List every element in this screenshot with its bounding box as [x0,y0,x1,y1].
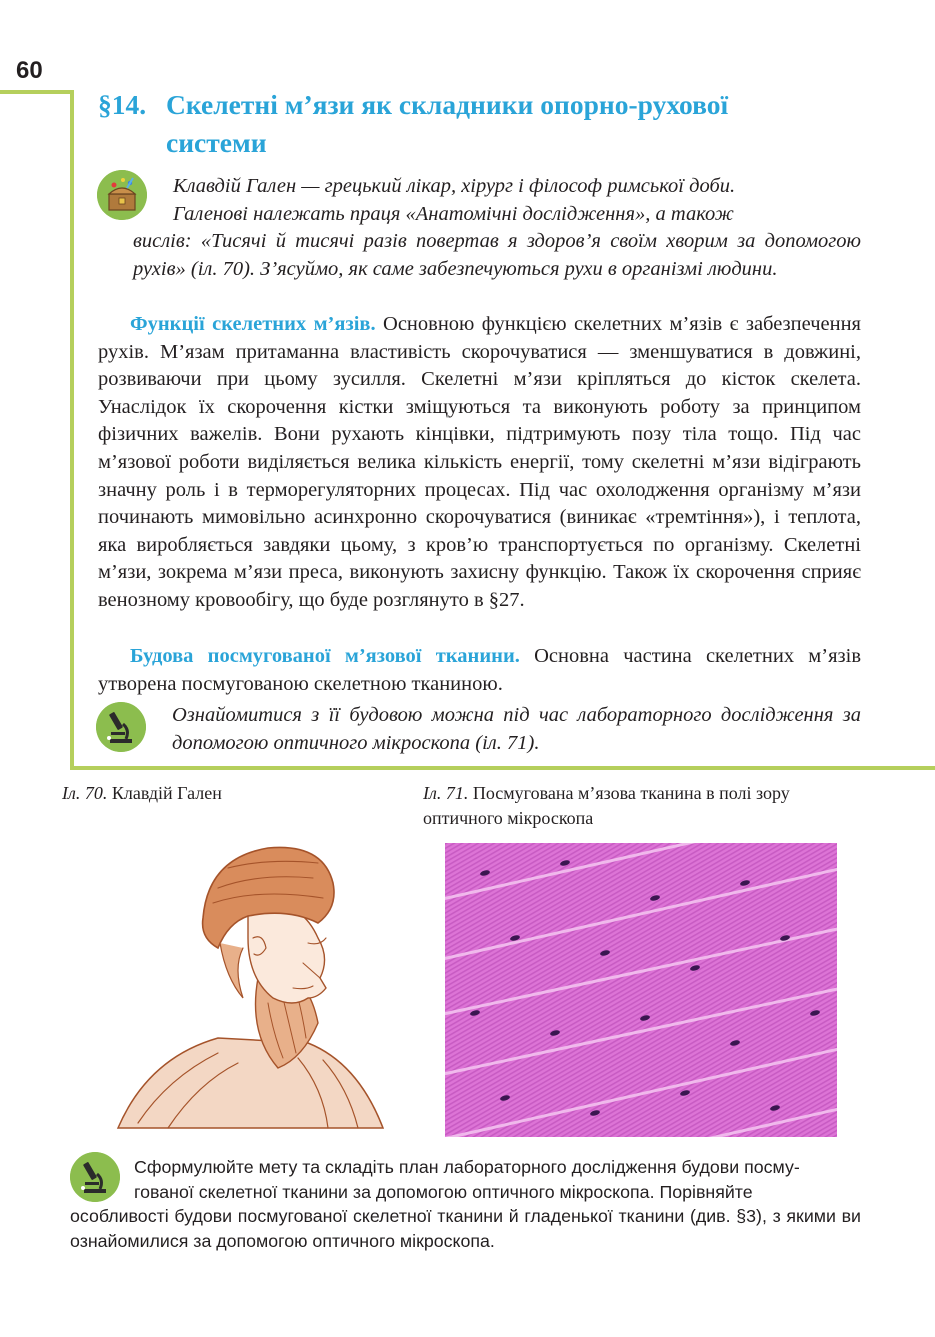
figure-71-text: Посмугована м’язова тканина в полі зору оптичного мікроскопа [423,783,790,828]
task-rest: особливості будови посмугованої скелетної тканини й гладенької тканини (див. §3), з якими ви ознайомилися за допомогою оптичного мікроскопа. [70,1206,861,1252]
intro-line-1: Клавдій Гален — грецький лікар, хірург і філософ римської доби. [173,175,736,197]
task-line-1: Сформулюйте мету та складіть план лабораторного дослідження будови посму- [134,1157,800,1177]
structure-text: Основна частина скелетних м’язів утворена посмугованою скелетною тканиною. [98,645,861,695]
lab-note: Ознайомитися з її будовою можна під час лабораторного дослідження за допомогою оптичного мікроскопа (іл. 71). [172,704,861,754]
intro-paragraph [133,173,861,283]
intro-rest: вислів: «Тисячі й тисячі разів повертав я здоров’я своїм хворим за допомогою рухів» (іл. 70). З’ясуймо, як саме забезпечуються рухи в організмі людини. [133,230,861,280]
functions-text: Основною функцією скелетних м’язів є забезпечення рухів. М’язам притаманна властивість скорочуватися — зменшуватися в довжині, розвиваючи при цьому зусилля. Скелетні м’язи кріпляться до кісток скелета. Унаслідок їх скорочення кістки зміщуються та виконують роботу за принципом фізичних важелів. Вони рухають кінцівки, підтримують позу тіла тощо. Під час м’язової роботи виділяється велика кількість енергії, тому скелетні м’язи відіграють значну роль і в терморегуляторних процесах. Під час охолодження організму м’язи починають мимовільно асинхронно скорочуватися (виникає «тремтіння»), і теплота, яка виробляється завдяки цьому, з кров’ю транспортується по організму. Скелетні м’язи, зокрема м’язи преса, виконують захисну функцію. Також їх скорочення сприяє венозному кровообігу, що буде розглянуто в §27. [98,313,861,611]
section-number: §14. [98,89,147,120]
title-line-2: системи [166,127,267,158]
figure-71-label: Іл. 71. [423,783,469,803]
functions-section [98,311,861,615]
functions-heading: Функції скелетних м’язів. [130,313,376,335]
task-paragraph [70,1155,861,1254]
page-title [98,86,858,162]
frame-bottom-line [70,766,935,770]
figure-70-text: Клавдій Гален [107,783,222,803]
figure-70-label: Іл. 70. [62,783,108,803]
microscope-icon [96,702,146,752]
intro-line-2: Галенові належать праця «Анатомічні дослідження», а також [173,202,734,225]
structure-heading: Будова посмугованої м’язової тканини. [130,645,520,667]
title-line-1: Скелетні м’язи як складники опорно-рухової [166,89,729,120]
striated-muscle-micrograph [445,843,837,1137]
page-number: 60 [16,57,43,84]
figure-71-caption [423,781,853,831]
frame-left-line [70,90,74,770]
frame-top-line [0,90,74,94]
task-line-2: гованої скелетної тканини за допомогою оптичного мікроскопа. Порівняйте [134,1181,753,1202]
galen-portrait-image [108,838,388,1138]
structure-section [98,643,861,698]
figure-70-caption [62,781,362,806]
